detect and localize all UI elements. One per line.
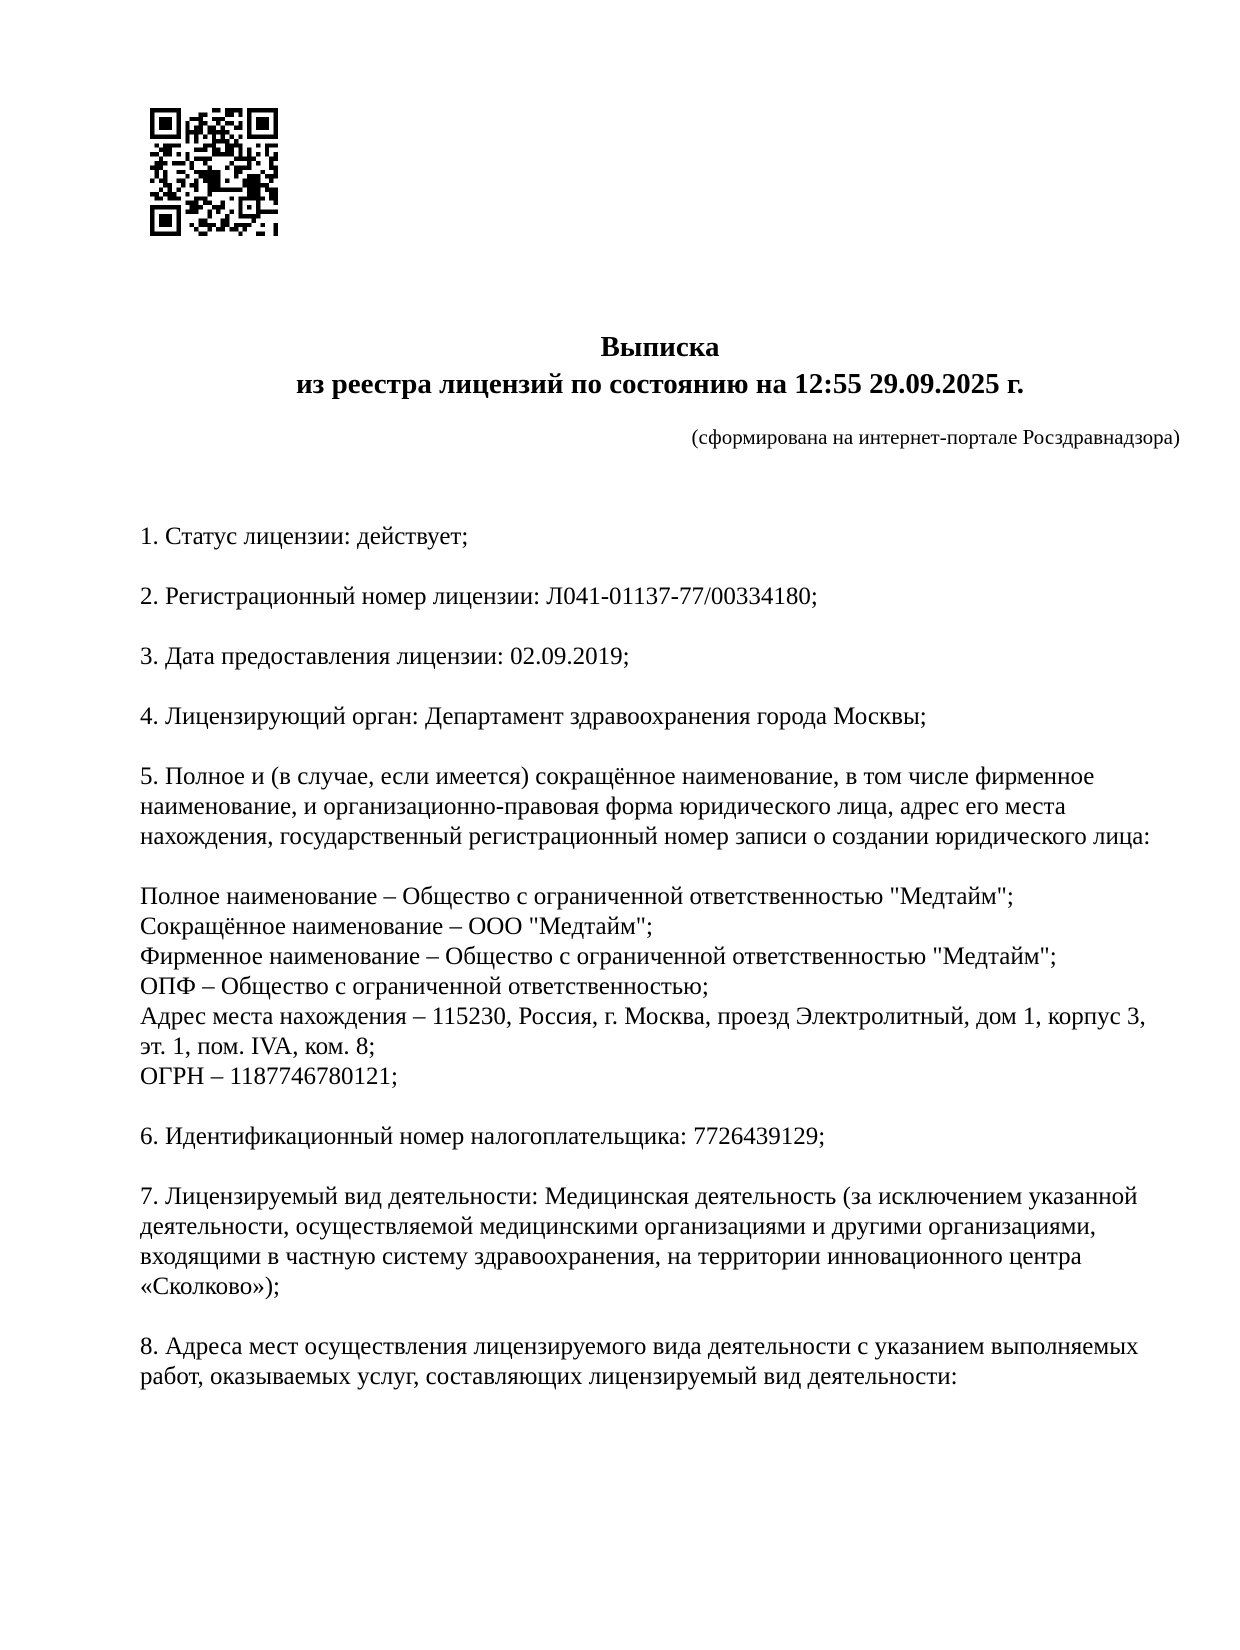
text-line: 6. Идентификационный номер налогоплательщика: 7726439129; — [140, 1123, 826, 1150]
text-line: Фирменное наименование – Общество с ограниченной ответственностью "Медтайм"; — [140, 943, 1057, 970]
text-line: ОГРН – 1187746780121; — [140, 1063, 398, 1090]
paragraph-activity-addresses — [140, 1332, 1150, 1392]
text-line: деятельности, осуществляемой медицинскими организациями и другими организациями, — [140, 1213, 1097, 1240]
qr-code-icon — [150, 108, 278, 236]
text-line: 3. Дата предоставления лицензии: 02.09.2019; — [140, 643, 630, 670]
text-line: «Сколково»); — [140, 1273, 280, 1300]
title-line-1: Выписка — [600, 331, 720, 363]
text-line: 4. Лицензирующий орган: Департамент здравоохранения города Москвы; — [140, 703, 927, 730]
text-line: 7. Лицензируемый вид деятельности: Медицинская деятельность (за исключением указанной — [140, 1183, 1138, 1210]
paragraph-entity-details — [140, 882, 1150, 1092]
paragraph-entity-name-intro — [140, 762, 1150, 852]
text-line: Сокращённое наименование – ООО "Медтайм"; — [140, 913, 653, 940]
document-title — [140, 329, 1180, 403]
text-line: 5. Полное и (в случае, если имеется) сокращённое наименование, в том числе фирменное — [140, 763, 1095, 790]
paragraph-licensed-activity — [140, 1182, 1150, 1302]
text-line: Адрес места нахождения – 115230, Россия, г. Москва, проезд Электролитный, дом 1, корпус 3, — [140, 1003, 1146, 1030]
text-line: наименование, и организационно-правовая форма юридического лица, адрес его места — [140, 793, 1066, 820]
paragraph-license-status — [140, 522, 1150, 552]
text-line: нахождения, государственный регистрационный номер записи о создании юридического лица: — [140, 823, 1151, 850]
document-subtitle: (сформирована на интернет-портале Росздравнадзора) — [691, 425, 1180, 449]
paragraph-license-date — [140, 642, 1150, 672]
paragraph-licensing-authority — [140, 702, 1150, 732]
text-line: 8. Адреса мест осуществления лицензируемого вида деятельности с указанием выполняемых — [140, 1333, 1139, 1360]
text-line: ОПФ – Общество с ограниченной ответственностью; — [140, 973, 709, 1000]
text-line: 1. Статус лицензии: действует; — [140, 523, 469, 550]
document-body — [140, 522, 1150, 1422]
text-line: Полное наименование – Общество с ограниченной ответственностью "Медтайм"; — [140, 883, 1014, 910]
text-line: работ, оказываемых услуг, составляющих лицензируемый вид деятельности: — [140, 1363, 958, 1390]
paragraph-registration-number — [140, 582, 1150, 612]
text-line: 2. Регистрационный номер лицензии: Л041-01137-77/00334180; — [140, 583, 818, 610]
text-line: эт. 1, пом. IVA, ком. 8; — [140, 1033, 376, 1060]
title-line-2: из реестра лицензий по состоянию на 12:55 29.09.2025 г. — [295, 368, 1025, 400]
paragraph-taxpayer-number — [140, 1122, 1150, 1152]
text-line: входящими в частную систему здравоохранения, на территории инновационного центра — [140, 1243, 1082, 1270]
